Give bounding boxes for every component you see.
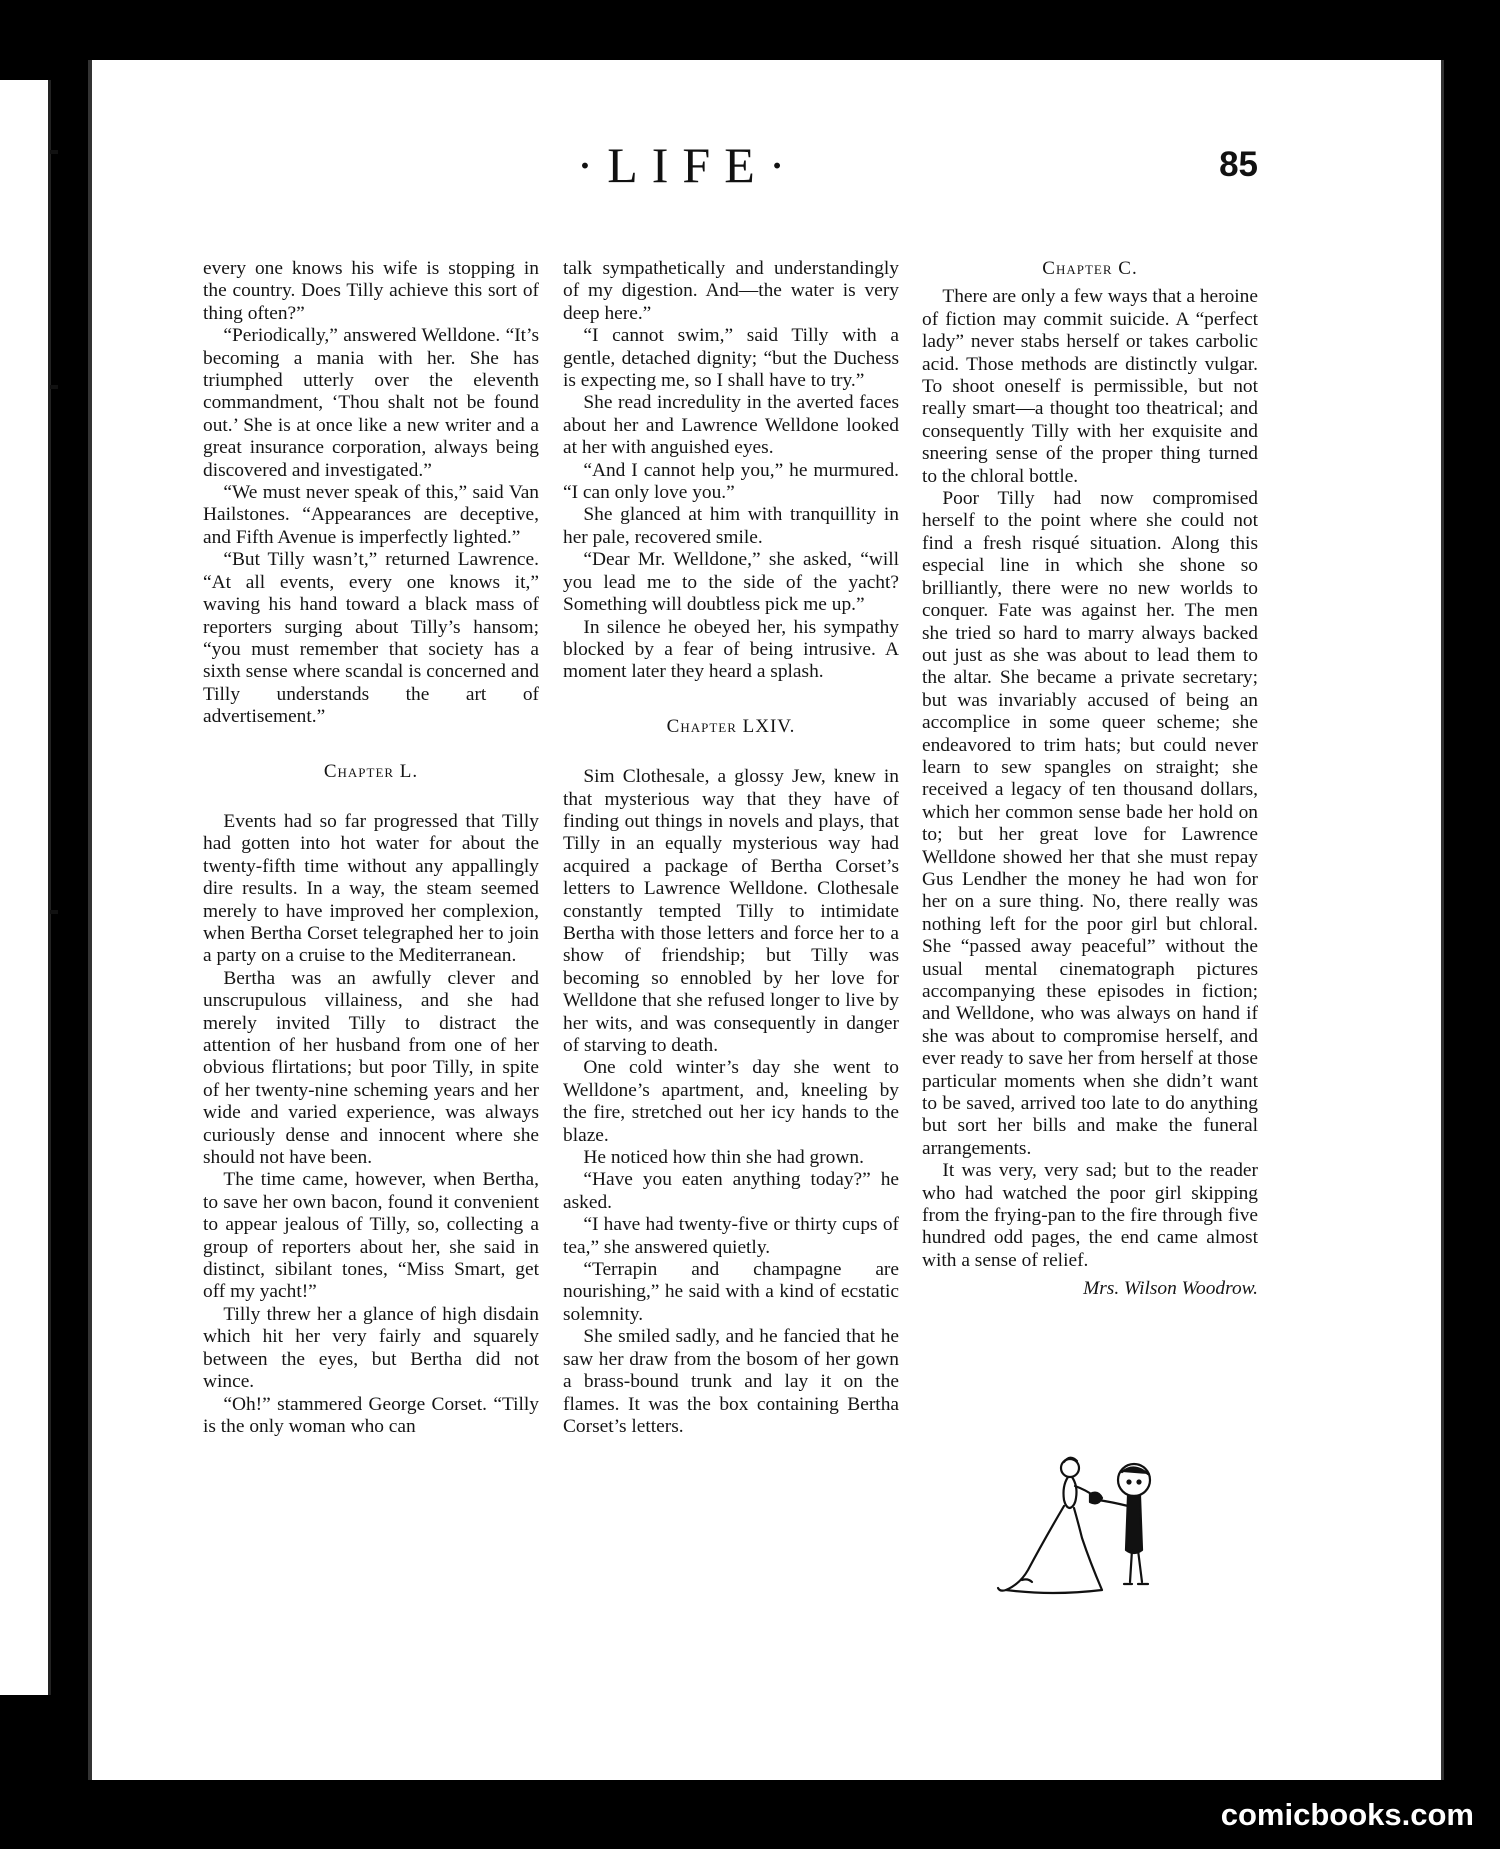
paragraph: Events had so far progressed that Tilly had gotten into hot water for about the twenty-fifth time without any appallingly dire results. In a way, the steam seemed merely to have improved her complexion, when Bertha Corset telegraphed her to join a party on a cruise to the Mediterranean. [203, 810, 539, 967]
paragraph: every one knows his wife is stopping in the country. Does Tilly achieve this sort of thing often?” [203, 258, 539, 324]
paragraph: “I cannot swim,” said Tilly with a gentle, detached dignity; “but the Duchess is expecting me, so I shall have to try.” [563, 325, 899, 392]
paragraph: “Have you eaten anything today?” he asked. [563, 1169, 899, 1213]
paragraph: talk sympathetically and understandingly of my digestion. And—the water is very deep here.” [563, 258, 899, 324]
paragraph: The time came, however, when Bertha, to save her own bacon, found it convenient to appear jealous of Tilly, so, collecting a group of reporters about her, she said in distinct, sibilant tones, “Miss Smart, get off my yacht!” [203, 1169, 539, 1303]
paragraph: He noticed how thin she had grown. [583, 1147, 864, 1169]
paragraph: It was very, very sad; but to the reader who had watched the poor girl skipping from the frying-pan to the fire through five hundred odd pages, the end came almost with a sense of relief. [922, 1160, 1258, 1271]
paragraph: “Dear Mr. Welldone,” she asked, “will you lead me to the side of the yacht? Something will doubtless pick me up.” [563, 549, 899, 616]
couple-illustration [982, 1450, 1212, 1600]
left-facing-page-edge [0, 80, 51, 1695]
paragraph: In silence he obeyed her, his sympathy blocked by a fear of being intrusive. A moment later they heard a splash. [563, 616, 899, 683]
paragraph: Poor Tilly had now compromised herself to the point where she could not find a fresh risqué situation. Along this especial line in which she shone so brilliantly, there were no new worlds to conquer. Fate was against her. The men she tried so hard to marry always backed out just as she was about to lead them to the altar. She became a private secretary; but was invariably accused of being an accomplice in some queer scheme; she endeavored to trim hats; but could never learn to sew spangles on straight; she received a legacy of ten thousand dollars, which her common sense bade her hold on to; but her great love for Lawrence Welldone showed her that she must repay Gus Lendher the money he had won for her on a sure thing. No, there really was nothing left for the poor girl but chloral. She “passed away peaceful” without the usual mental cinematograph pictures accompanying these episodes in fiction; and Welldone, who was always on hand if she was about to compromise herself, and ever ready to save her from herself at those particular moments when she didn’t want to be saved, arrived too late to do anything but sort her bills and make the funeral arrangements. [922, 488, 1258, 1159]
paragraph: “We must never speak of this,” said Van Hailstones. “Appearances are deceptive, and Fifth Avenue is imperfectly lighted.” [203, 482, 539, 548]
paragraph: One cold winter’s day she went to Welldone’s apartment, and, kneeling by the fire, stretched out her icy hands to the blaze. [563, 1057, 899, 1146]
paragraph: “I have had twenty-five or thirty cups of tea,” she answered quietly. [563, 1214, 899, 1258]
paragraph: “But Tilly wasn’t,” returned Lawrence. “At all events, every one knows it,” waving his hand toward a black mass of reporters surging about Tilly’s hansom; “you must remember that society has a sixth sense where scandal is concerned and Tilly understands the art of advertisement.” [203, 549, 539, 728]
masthead-title: ·LIFE· [576, 137, 800, 193]
paragraph: “Terrapin and champagne are nourishing,” he said with a kind of ecstatic solemnity. [563, 1259, 899, 1325]
chapter-heading: Chapter C. [1042, 258, 1138, 279]
paragraph: “And I cannot help you,” he murmured. “I can only love you.” [563, 459, 899, 504]
paragraph: She smiled sadly, and he fancied that he saw her draw from the bosom of her gown a brass-bound trunk and lay it on the flames. It was the box containing Bertha Corset’s letters. [563, 1326, 899, 1437]
watermark: comicbooks.com [1220, 1797, 1474, 1832]
margin-mark [50, 385, 58, 389]
chapter-heading: Chapter LXIV. [666, 715, 796, 737]
text-column-1 [203, 258, 539, 1438]
man-suit [1126, 1496, 1142, 1553]
woman-bodice [1064, 1477, 1077, 1508]
text-column-2 [563, 258, 899, 1438]
paragraph: Bertha was an awfully clever and unscrupulous villainess, and she had merely invited Tilly to distract the attention of her husband from one of her obvious flirtations; but poor Tilly, in spite of her twenty-nine scheming years and her wide and varied experience, was always curiously dense and innocent where she should not have been. [203, 967, 539, 1169]
chapter-heading: Chapter L. [323, 760, 419, 782]
paragraph: She read incredulity in the averted faces about her and Lawrence Welldone looked at her with anguished eyes. [563, 392, 899, 459]
paragraph: Sim Clothesale, a glossy Jew, knew in that mysterious way that they have of finding out things in novels and plays, that Tilly in an equally mysterious way had acquired a package of Bertha Corset’s letters to Lawrence Welldone. Clothesale constantly tempted Tilly to intimidate Bertha with those letters and force her to a show of friendship; but Tilly was becoming so ennobled by her love for Welldone that she refused longer to live by her wits, and was consequently in danger of starving to death. [563, 766, 899, 1056]
paragraph: “Oh!” stammered George Corset. “Tilly is the only woman who can [203, 1393, 539, 1437]
paragraph: Tilly threw her a glance of high disdain which hit her very fairly and squarely between the eyes, but Bertha did not wince. [203, 1303, 539, 1393]
paragraph: She glanced at him with tranquillity in her pale, recovered smile. [563, 504, 899, 548]
paragraph: There are only a few ways that a heroine of fiction may commit suicide. A “perfect lady” never stabs herself or takes carbolic acid. Those methods are distinctly vulgar. To shoot oneself is permissible, but not really smart—a thought too theatrical; and consequently Tilly with her exquisite and sneering sense of the proper thing turned to the chloral bottle. [922, 286, 1258, 487]
woman-gown [1006, 1506, 1102, 1593]
author-signature: Mrs. Wilson Woodrow. [1083, 1278, 1258, 1300]
margin-mark [50, 910, 58, 914]
paragraph: “Periodically,” answered Welldone. “It’s becoming a mania with her. She has triumphed utterly over the eleventh commandment, ‘Thou shalt not be found out.’ She is at once like a new writer and a great insurance corporation, always being discovered and investigated.” [203, 325, 539, 481]
margin-mark [50, 150, 58, 154]
page-number: 85 [1219, 145, 1258, 184]
text-column-3 [922, 258, 1258, 1301]
